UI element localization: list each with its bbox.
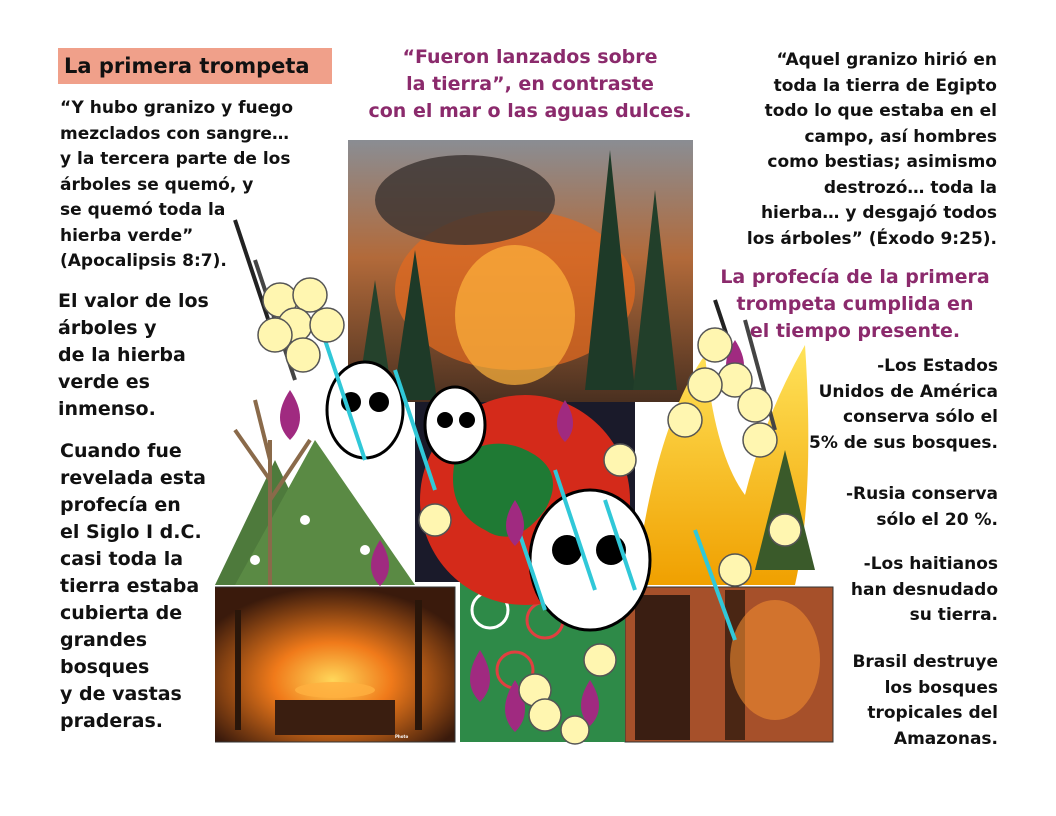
exodus-quote: “Aquel granizo hirió en toda la tierra de Egipto todo lo que estaba en el campo, así hombres como bestias; asimismo destrozó… toda la hierba… y desgajó todos los árboles” (Éxodo 9:25). <box>746 50 997 249</box>
forest-fire-photo-bottom-left <box>215 587 455 742</box>
svg-text:Photo: Photo <box>395 734 409 739</box>
headline: “Fueron lanzados sobre la tierra”, en contraste con el mar o las aguas dulces. <box>368 46 692 122</box>
collage-illustration <box>215 140 835 745</box>
history-statement: Cuando fue revelada esta profecía en el Siglo I d.C. casi toda la tierra estaba cubierta de grandes bosques y de vastas praderas. <box>60 440 206 732</box>
revelation-quote: “Y hubo granizo y fuego mezclados con sangre… y la tercera parte de los árboles se quemó, y se quemó toda la hierba verde” (Apocalipsis 8:7). <box>60 98 294 271</box>
fact-brazil: Brasil destruye los bosques tropicales del Amazonas. <box>852 652 998 749</box>
fact-usa: -Los Estados Unidos de América conserva sólo el 5% de sus bosques. <box>808 356 998 453</box>
value-statement: El valor de los árboles y de la hierba verde es inmenso. <box>58 290 209 420</box>
fact-russia: -Rusia conserva sólo el 20 %. <box>845 484 998 530</box>
fire-collage <box>215 140 835 745</box>
fact-haiti: -Los haitianos han desnudado su tierra. <box>850 554 998 625</box>
forest-fire-photo-top <box>348 140 693 402</box>
forest-fire-photo-bottom-right <box>625 587 833 742</box>
page-title: La primera trompeta <box>58 48 332 84</box>
prophecy-heading: La profecía de la primera trompeta cumplida en el tiempo presente. <box>720 266 990 342</box>
